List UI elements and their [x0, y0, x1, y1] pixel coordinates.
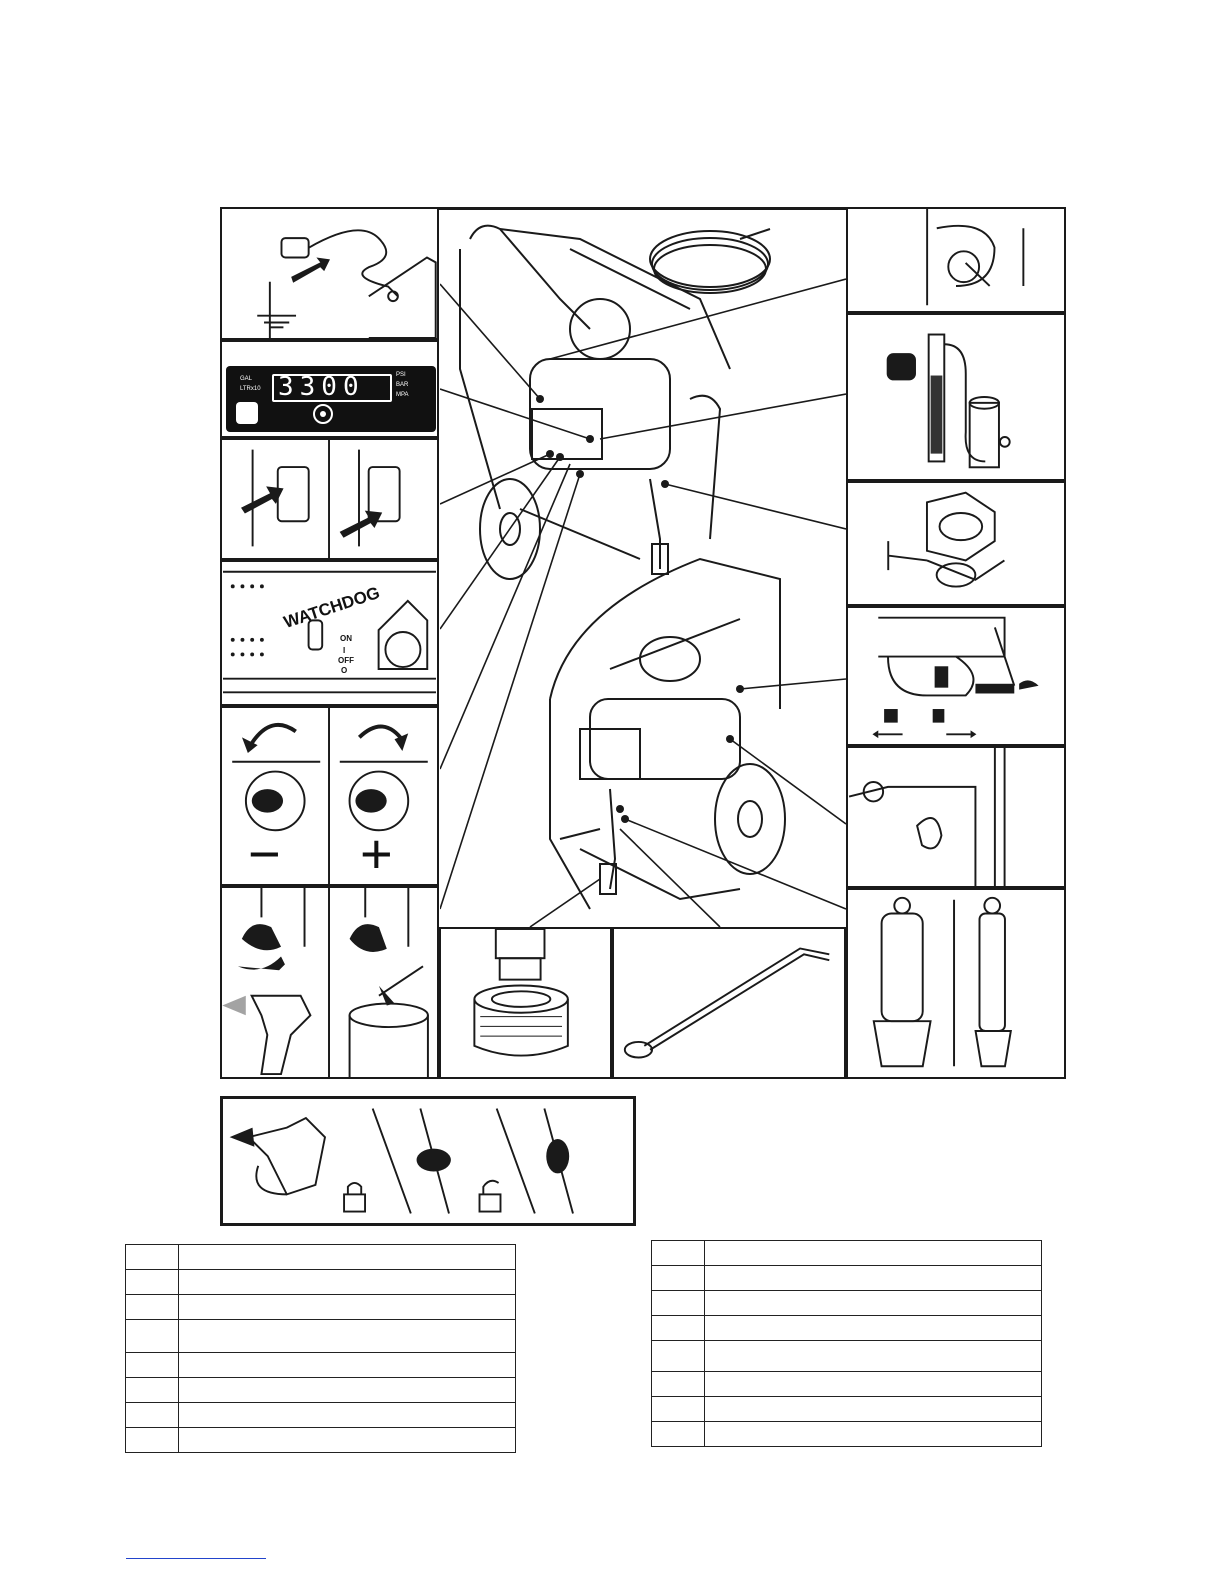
filter-panel: [846, 313, 1066, 481]
watchdog-label: WATCHDOG: [281, 583, 383, 632]
ground-clamp-icon: [222, 209, 437, 338]
table-row: [652, 1291, 1042, 1316]
digital-display-panel: [220, 340, 439, 438]
suction-tube-panel: [612, 927, 846, 1079]
legend-number: [126, 1320, 179, 1353]
pressure-knob-panel: [220, 706, 439, 886]
legend-description: [179, 1353, 516, 1378]
table-row: [126, 1403, 516, 1428]
sprayer-illustration: [440, 209, 846, 927]
legend-number: [126, 1270, 179, 1295]
table-row: [126, 1353, 516, 1378]
legend-description: [705, 1291, 1042, 1316]
table-row: [126, 1428, 516, 1453]
suction-tube-icon: [614, 929, 844, 1077]
table-row: [126, 1320, 516, 1353]
watchdog-on-label: ON: [340, 634, 352, 643]
legend-description: [705, 1316, 1042, 1341]
power-switch-panel: [220, 438, 439, 560]
legend-number: [652, 1266, 705, 1291]
spray-gun-and-bucket-icon: [222, 888, 437, 1077]
pump-clamp-panel: [846, 481, 1066, 606]
table-row: [126, 1378, 516, 1403]
legend-number: [126, 1378, 179, 1403]
decrease-pressure-symbol: −: [248, 822, 281, 885]
unit-mpa-label: MPA: [396, 392, 409, 398]
display-button[interactable]: [313, 404, 333, 424]
inlet-strainer-panel: [439, 927, 612, 1079]
legend-description: [179, 1378, 516, 1403]
legend-number: [652, 1341, 705, 1372]
table-row: [652, 1397, 1042, 1422]
choke-throttle-panel: [846, 606, 1066, 746]
pressure-readout: 3300: [278, 372, 365, 402]
engine-oil-panel: [846, 746, 1066, 888]
watchdog-off-label: OFF: [338, 656, 354, 665]
table-row: [126, 1295, 516, 1320]
legend-number: [652, 1422, 705, 1447]
filter-element-icon: [848, 315, 1064, 479]
watchdog-switch-icon: [222, 562, 437, 704]
legend-number: [652, 1397, 705, 1422]
footer-link-underline[interactable]: [126, 1558, 266, 1559]
fuel-valve-icon: [848, 209, 1064, 311]
table-row: [652, 1372, 1042, 1397]
legend-number: [652, 1291, 705, 1316]
table-row: [126, 1245, 516, 1270]
table-row: [652, 1422, 1042, 1447]
engine-throttle-icon: [848, 608, 1064, 744]
legend-number: [126, 1353, 179, 1378]
legend-number: [126, 1403, 179, 1428]
pump-clamp-icon: [848, 483, 1064, 604]
legend-description: [705, 1422, 1042, 1447]
legend-number: [652, 1241, 705, 1266]
inlet-strainer-icon: [441, 929, 610, 1077]
legend-number: [126, 1428, 179, 1453]
legend-description: [179, 1295, 516, 1320]
legend-description: [179, 1428, 516, 1453]
legend-number: [652, 1372, 705, 1397]
legend-description: [179, 1320, 516, 1353]
unit-gal-label: GAL: [240, 376, 253, 382]
watchdog-panel: [220, 560, 439, 706]
table-row: [652, 1316, 1042, 1341]
legend-number: [126, 1245, 179, 1270]
displacement-pump-icon: [848, 890, 1064, 1077]
legend-description: [705, 1397, 1042, 1422]
legend-description: [705, 1241, 1042, 1266]
legend-description: [705, 1266, 1042, 1291]
table-row: [652, 1241, 1042, 1266]
legend-description: [705, 1372, 1042, 1397]
oil-fill-icon: [848, 748, 1064, 886]
watchdog-off-mark: O: [341, 666, 348, 675]
gun-trigger-lock-panel: [220, 1096, 636, 1226]
fuel-valve-panel: [846, 207, 1066, 313]
legend-description: [705, 1341, 1042, 1372]
trigger-lock-icon: [223, 1099, 633, 1223]
legend-description: [179, 1403, 516, 1428]
prime-valve-panel: [220, 886, 439, 1079]
unit-ltr-label: LTRx10: [240, 386, 261, 392]
table-row: [652, 1341, 1042, 1372]
unit-psi-label: PSI: [396, 372, 406, 378]
table-row: [652, 1266, 1042, 1291]
legend-description: [179, 1245, 516, 1270]
grounding-panel: [220, 207, 439, 340]
rocker-switch-icon: [222, 440, 437, 558]
increase-pressure-symbol: +: [360, 822, 393, 885]
legend-table-right: [651, 1240, 1042, 1447]
legend-number: [126, 1295, 179, 1320]
watchdog-on-mark: I: [343, 646, 346, 655]
legend-number: [652, 1316, 705, 1341]
pump-displacement-panel: [846, 888, 1066, 1079]
brand-logo-icon: [236, 402, 258, 424]
unit-bar-label: BAR: [396, 382, 409, 388]
legend-description: [179, 1270, 516, 1295]
legend-table-left: [125, 1244, 516, 1453]
table-row: [126, 1270, 516, 1295]
